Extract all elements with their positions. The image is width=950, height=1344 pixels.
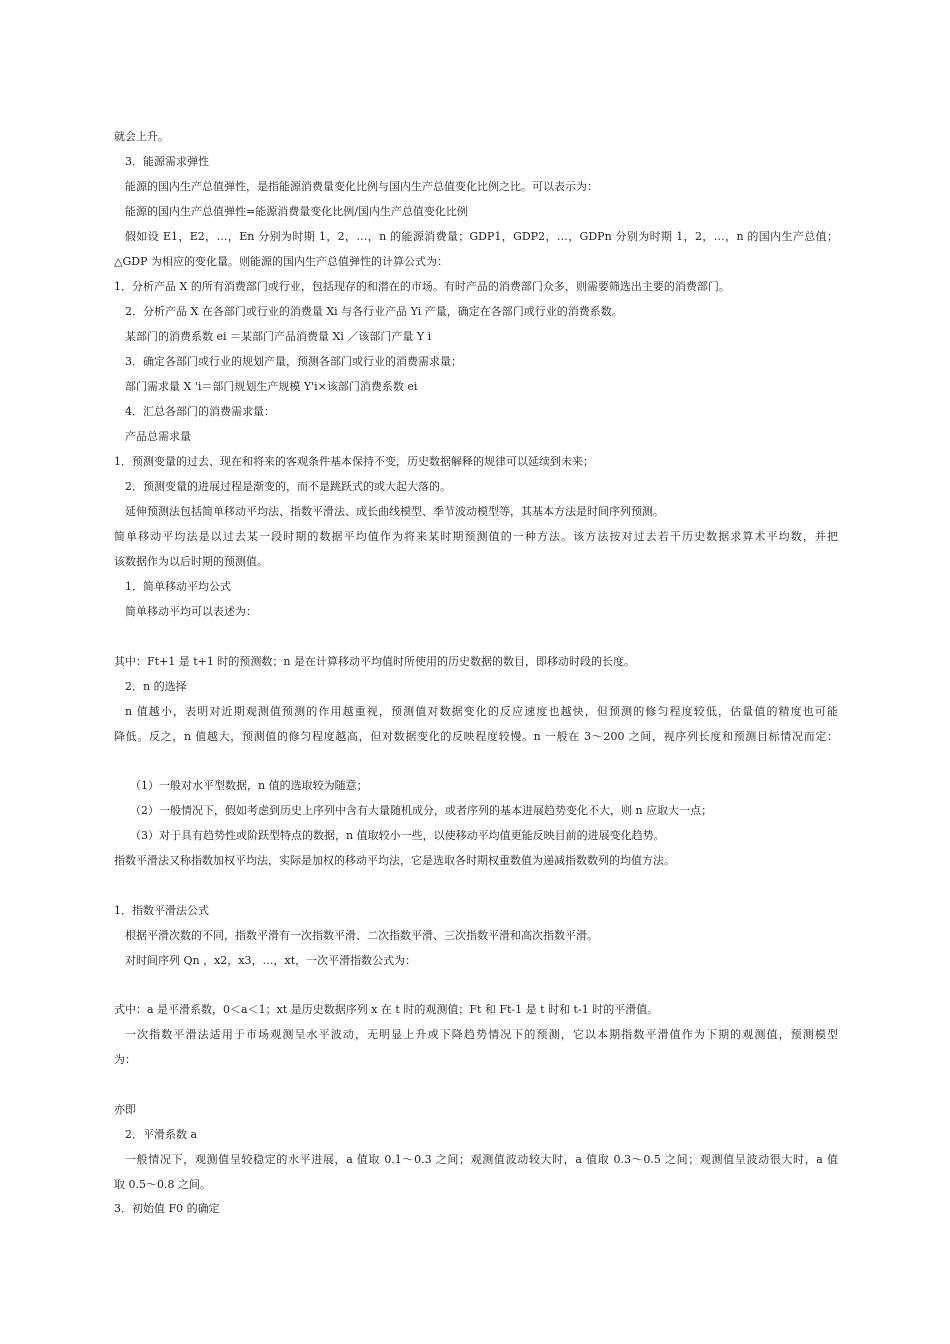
text-line-24: 降低。反之，n 值越大，预测值的修匀程度越高，但对数据变化的反映程度较慢。n 一般在 3～200 之间，视序列长度和预测目标情况而定： xyxy=(114,730,838,743)
formula-line-elasticity: 能源的国内生产总值弹性=能源消费量变化比例/国内生产总值变化比例 xyxy=(125,205,468,218)
section-heading-exponential-smoothing-formula: 1．指数平滑法公式 xyxy=(114,904,209,917)
text-line-33: 一次指数平滑法适用于市场观测呈水平波动，无明显上升或下降趋势情况下的预测，它以本期指数平滑值作为下期的观测值，预测模型 xyxy=(125,1028,838,1041)
text-line-18: 该数据作为以后时期的预测值。 xyxy=(114,555,268,568)
text-line-21: 其中：Ft+1 是 t+1 时的预测数；n 是在计算移动平均值时所使用的历史数据的数目，即移动时段的长度。 xyxy=(114,655,635,668)
text-line-34: 为： xyxy=(114,1053,136,1066)
section-heading-initial-value: 3．初始值 F0 的确定 xyxy=(114,1202,220,1215)
case-item-3: （3）对于具有趋势性或阶跃型特点的数据，n 值取较小一些，以使移动平均值更能反映目前的进展变化趋势。 xyxy=(130,829,665,842)
text-line-38: 取 0.5～0.8 之间。 xyxy=(114,1178,211,1191)
section-heading-energy-demand-elasticity: 3．能源需求弹性 xyxy=(125,155,209,168)
section-heading-choice-of-n: 2．n 的选择 xyxy=(125,680,187,693)
text-line-28: 指数平滑法又称指数加权平均法，实际是加权的移动平均法，它是选取各时期权重数值为递减指数数列的均值方法。 xyxy=(114,854,675,867)
text-line-5: 假如设 E1，E2，…，En 分别为时期 1，2，…，n 的能源消费量；GDP1，GDP2，…，GDPn 分别为时期 1，2，…，n 的国内生产总值； xyxy=(125,230,838,243)
text-line-13: 产品总需求量 xyxy=(125,430,191,443)
text-line-35: 亦即 xyxy=(114,1103,136,1116)
assumption-item-2: 2．预测变量的进展过程是渐变的，而不是跳跃式的或大起大落的。 xyxy=(125,480,451,493)
text-line-16: 延伸预测法包括简单移动平均法、指数平滑法、成长曲线模型、季节波动模型等，其基本方法是时间序列预测。 xyxy=(125,505,664,518)
list-item-3: 3．确定各部门或行业的规划产量，预测各部门或行业的消费需求量； xyxy=(125,355,462,368)
section-heading-smoothing-coefficient: 2．平滑系数 a xyxy=(125,1128,198,1141)
text-line-20: 简单移动平均可以表述为： xyxy=(125,605,257,618)
formula-line-department-demand: 部门需求量 X 'i＝部门规划生产规模 Y'i×该部门消费系数 ei xyxy=(125,380,418,393)
assumption-item-1: 1．预测变量的过去、现在和将来的客观条件基本保持不变，历史数据解释的规律可以延续到未来； xyxy=(114,455,594,468)
formula-line-consumption-coefficient: 某部门的消费系数 ei ＝某部门产品消费量 Xi ／该部门产量 Y i xyxy=(125,330,432,343)
list-item-1: 1．分析产品 X 的所有消费部门或行业，包括现存的和潜在的市场。有时产品的消费部门众多，则需要筛选出主要的消费部门。 xyxy=(114,280,730,293)
text-line-17: 简单移动平均法是以过去某一段时期的数据平均值作为将来某时期预测值的一种方法。该方法按对过去若干历史数据求算术平均数，并把 xyxy=(114,530,838,543)
list-item-2: 2．分析产品 X 在各部门或行业的消费量 Xi 与各行业产品 Yi 产量，确定在各部门或行业的消费系数。 xyxy=(125,305,623,318)
text-line-30: 根据平滑次数的不同，指数平滑有一次指数平滑、二次指数平滑、三次指数平滑和高次指数平滑。 xyxy=(125,929,598,942)
text-line-3: 能源的国内生产总值弹性，是指能源消费量变化比例与国内生产总值变化比例之比。可以表示为： xyxy=(125,180,598,193)
text-line-23: n 值越小，表明对近期观测值预测的作用越重视，预测值对数据变化的反应速度也越快，但预测的修匀程度较低，估量值的精度也可能 xyxy=(125,705,838,718)
text-line-31: 对时间序列 Qn ，x2，x3，…，xt，一次平滑指数公式为： xyxy=(125,954,417,967)
text-line-37: 一般情况下，观测值呈较稳定的水平进展，a 值取 0.1～0.3 之间；观测值波动较大时，a 值取 0.3～0.5 之间；观测值呈波动很大时，a 值 xyxy=(125,1153,838,1166)
text-line-6: △GDP 为相应的变化量。则能源的国内生产总值弹性的计算公式为： xyxy=(114,255,448,268)
list-item-4: 4．汇总各部门的消费需求量： xyxy=(125,405,275,418)
section-heading-simple-moving-average: 1．简单移动平均公式 xyxy=(125,580,231,593)
case-item-2: （2）一般情况下，假如考虑到历史上序列中含有大量随机成分，或者序列的基本进展趋势变化不大，则 n 应取大一点； xyxy=(130,804,713,817)
case-item-1: （1）一般对水平型数据，n 值的选取较为随意； xyxy=(130,779,368,792)
text-line-32: 式中：a 是平滑系数，0＜a＜1；xt 是历史数据序列 x 在 t 时的观测值；Ft 和 Ft-1 是 t 时和 t-1 时的平滑值。 xyxy=(114,1003,659,1016)
text-line-1: 就会上升。 xyxy=(114,130,169,143)
